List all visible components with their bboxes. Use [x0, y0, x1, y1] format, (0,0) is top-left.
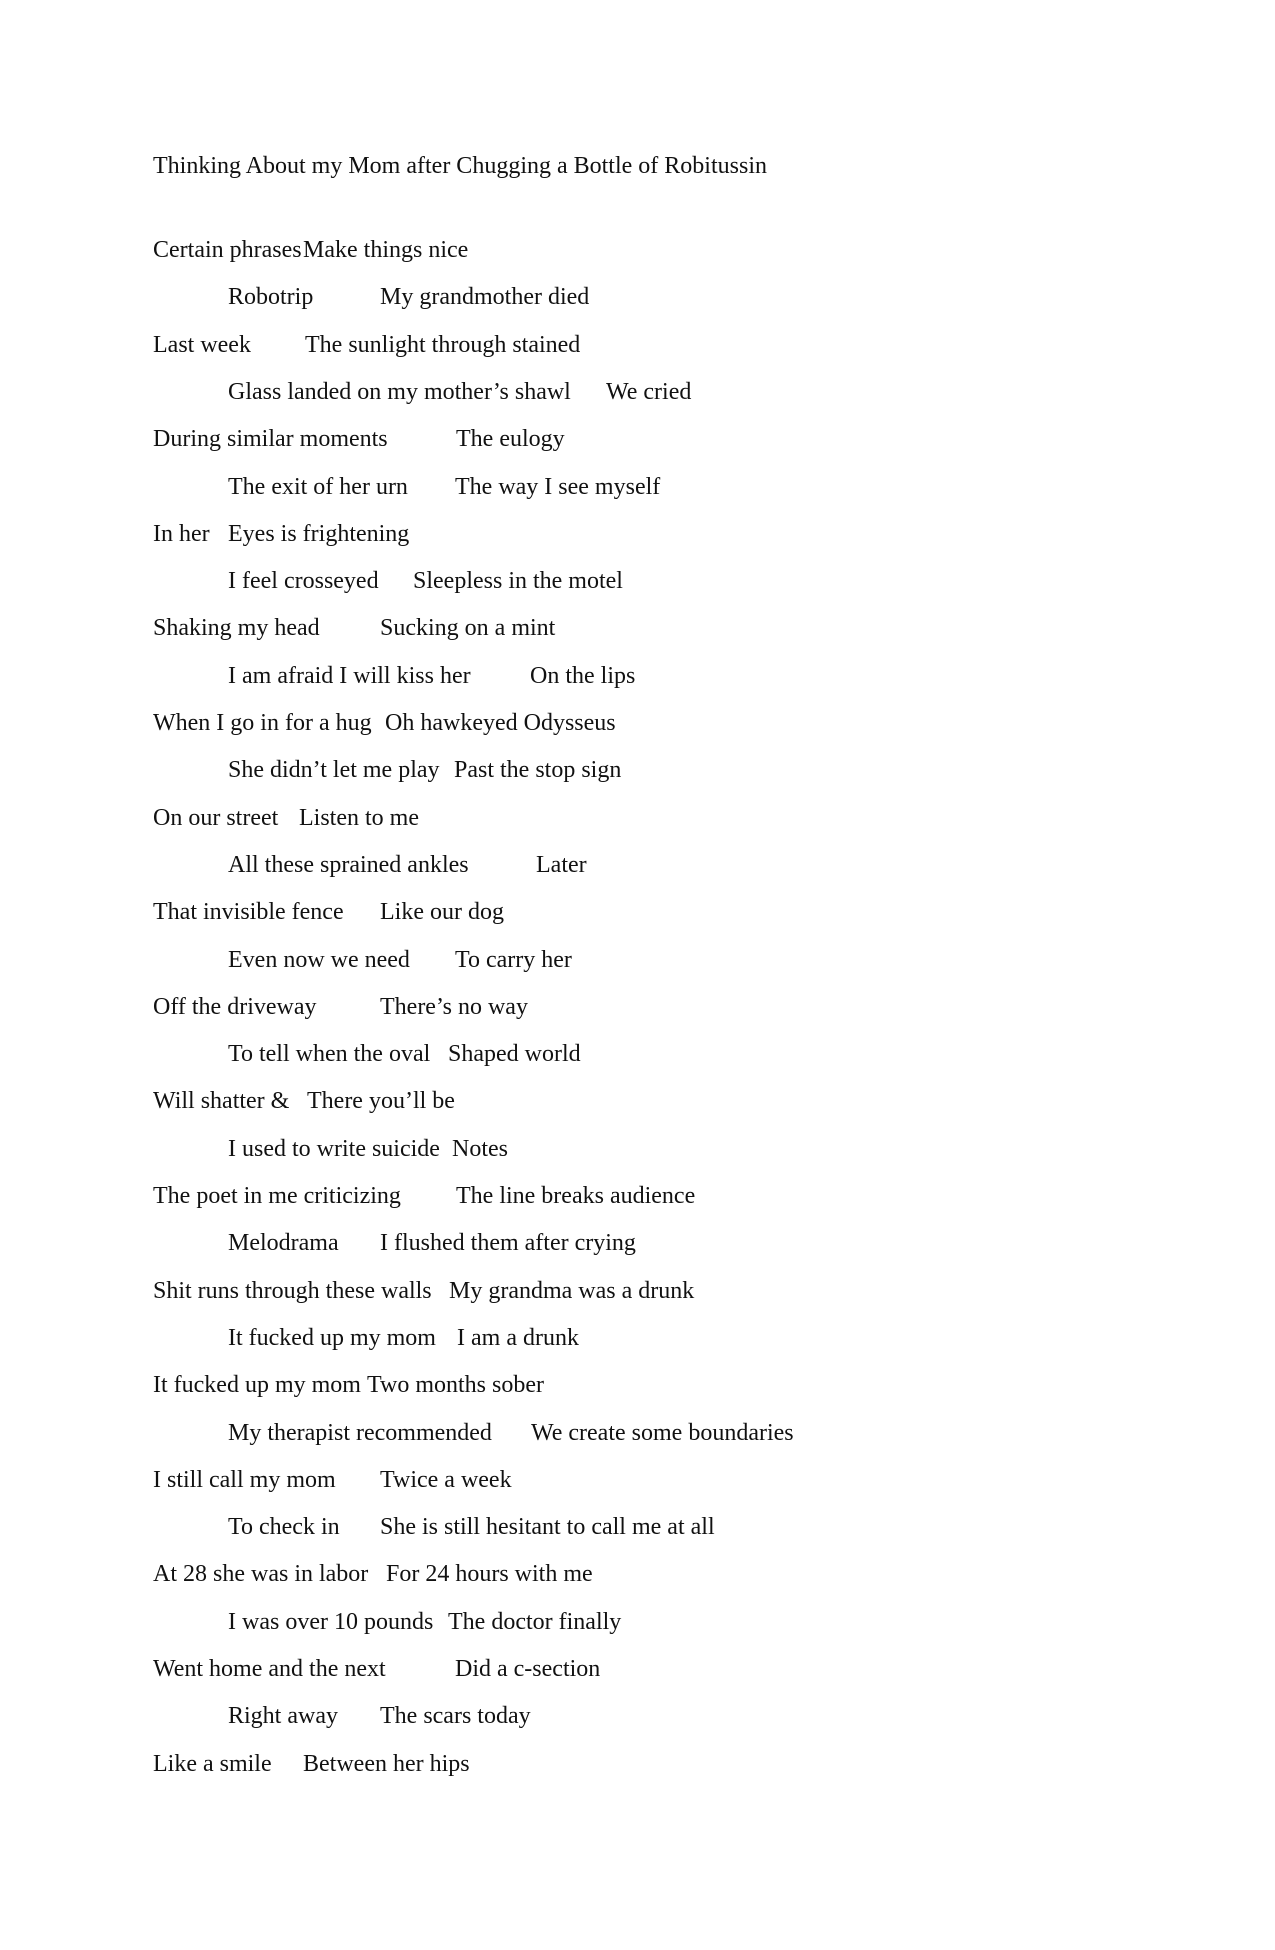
line-phrase-second: Later	[536, 851, 587, 878]
line-phrase-second: Sleepless in the motel	[413, 568, 623, 595]
line-phrase-first: Even now we need	[228, 946, 410, 973]
line-phrase-second: Make things nice	[303, 237, 469, 263]
line-phrase-second: I am a drunk	[457, 1324, 579, 1351]
line-phrase-first: During similar moments	[153, 426, 388, 453]
line-phrase-first: To tell when the oval	[228, 1041, 431, 1068]
line-phrase-first: At 28 she was in labor	[153, 1561, 369, 1588]
line-phrase-second: The doctor finally	[448, 1608, 622, 1635]
line-phrase-second: She is still hesitant to call me at all	[380, 1514, 715, 1541]
line-phrase-second: We cried	[606, 378, 692, 405]
line-phrase-first: My therapist recommended	[228, 1419, 492, 1446]
line-phrase-second: Shaped world	[448, 1041, 581, 1068]
line-phrase-first: Robotrip	[228, 284, 314, 311]
line-phrase-second: Two months sober	[367, 1372, 544, 1399]
line-phrase-first: It fucked up my mom	[228, 1324, 436, 1351]
line-phrase-second: The eulogy	[456, 426, 565, 453]
line-phrase-first: Certain phrases	[153, 237, 302, 263]
line-phrase-second: The line breaks audience	[456, 1183, 696, 1209]
line-phrase-first: It fucked up my mom	[153, 1372, 361, 1399]
line-phrase-second: To carry her	[455, 946, 572, 973]
line-phrase-second: Notes	[452, 1135, 508, 1162]
line-phrase-first: I still call my mom	[153, 1466, 336, 1493]
line-phrase-first: The poet in me criticizing	[153, 1183, 401, 1209]
line-phrase-second: We create some boundaries	[531, 1419, 794, 1446]
line-phrase-first: When I go in for a hug	[153, 710, 372, 736]
line-phrase-first: Off the driveway	[153, 993, 317, 1020]
line-phrase-second: For 24 hours with me	[386, 1561, 593, 1588]
line-phrase-first: Melodrama	[228, 1230, 339, 1257]
line-phrase-first: Glass landed on my mother’s shawl	[228, 378, 571, 405]
line-phrase-second: Like our dog	[380, 899, 504, 926]
line-phrase-second: Did a c-section	[455, 1656, 601, 1682]
line-phrase-first: Shit runs through these walls	[153, 1277, 432, 1304]
line-phrase-first: I am afraid I will kiss her	[228, 662, 471, 689]
line-phrase-second: Between her hips	[303, 1750, 470, 1777]
line-phrase-second: I flushed them after crying	[380, 1230, 636, 1257]
poem-title: Thinking About my Mom after Chugging a Bottle of Robitussin	[153, 153, 767, 179]
line-phrase-second: There you’ll be	[307, 1088, 455, 1115]
line-phrase-second: There’s no way	[380, 993, 528, 1020]
line-phrase-first: That invisible fence	[153, 899, 344, 926]
line-phrase-first: I was over 10 pounds	[228, 1608, 434, 1635]
line-phrase-second: My grandma was a drunk	[449, 1277, 695, 1304]
line-phrase-first: Right away	[228, 1703, 338, 1730]
line-phrase-second: Past the stop sign	[454, 757, 622, 784]
line-phrase-second: The sunlight through stained	[305, 331, 581, 358]
line-phrase-second: Twice a week	[380, 1466, 512, 1493]
line-phrase-second: The scars today	[380, 1703, 531, 1730]
line-phrase-second: On the lips	[530, 662, 636, 689]
line-phrase-first: I feel crosseyed	[228, 568, 379, 595]
line-phrase-first: Will shatter &	[153, 1088, 290, 1115]
line-phrase-second: The way I see myself	[455, 473, 661, 500]
line-phrase-first: Went home and the next	[153, 1656, 386, 1682]
line-phrase-second: Listen to me	[299, 804, 419, 831]
line-phrase-first: Shaking my head	[153, 615, 320, 642]
line-phrase-first: In her	[153, 520, 210, 547]
line-phrase-first: On our street	[153, 804, 279, 831]
line-phrase-first: Last week	[153, 331, 251, 358]
line-phrase-first: All these sprained ankles	[228, 851, 469, 878]
line-phrase-second: Oh hawkeyed Odysseus	[385, 710, 616, 736]
line-phrase-second: Eyes is frightening	[228, 520, 410, 547]
line-phrase-second: Sucking on a mint	[380, 615, 556, 642]
line-phrase-first: To check in	[228, 1514, 340, 1541]
line-phrase-first: I used to write suicide	[228, 1135, 440, 1162]
line-phrase-second: My grandmother died	[380, 284, 590, 311]
line-phrase-first: Like a smile	[153, 1750, 272, 1777]
line-phrase-first: She didn’t let me play	[228, 757, 440, 784]
line-phrase-first: The exit of her urn	[228, 473, 408, 500]
